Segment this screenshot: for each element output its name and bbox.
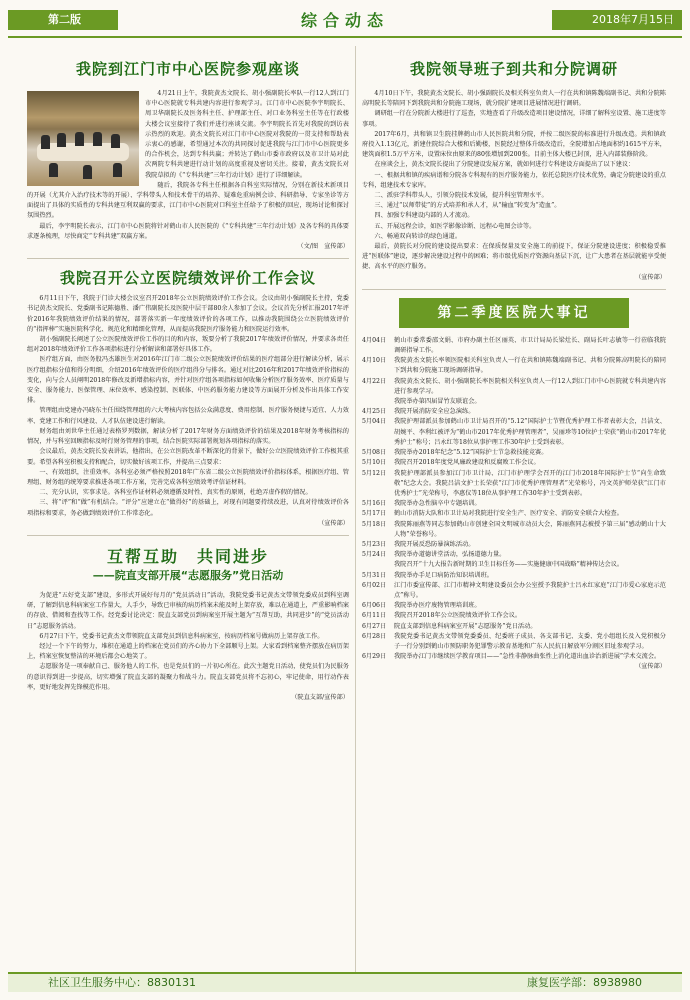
issue-date: 2018年7月15日 (552, 10, 682, 30)
event-date: 6月27日 (362, 622, 387, 630)
event-item (362, 499, 666, 509)
event-date: 5月23日 (362, 540, 387, 548)
event-date: 5月31日 (362, 571, 387, 579)
event-item (362, 397, 666, 407)
event-date: 5月12日 (362, 469, 387, 477)
event-date: 6月11日 (362, 612, 387, 620)
paragraph: 六、畅通双向转诊的绿色通道。 (374, 232, 462, 240)
event-text: 我院开展消防安全应急演练。 (394, 408, 475, 416)
event-text: 我院召开2018年度党风廉政建设和反腐败工作会议。 (394, 459, 540, 467)
paragraph: 经过一个下午的努力，堆积在通道上的档案在党员们的齐心协力下全部顺号上架。大家看到档案整齐摆放在病历架上，档案室恢复整洁的环境后都会心地笑了。 (27, 642, 349, 661)
event-date: 5月08日 (362, 449, 387, 457)
paragraph: 四、加强专科建设内部的人才流动。 (374, 212, 474, 220)
article-jiangmen-visit (27, 58, 349, 252)
article-byline: （宣传部） (635, 663, 666, 671)
event-item (362, 356, 666, 376)
event-date: 6月06日 (362, 602, 387, 610)
paragraph: 医疗组方面，由医务股冯杰雄医生对2016年江门市二级公立医院绩效评价结果的医疗组部分进行解读分析，展示医疗组指标分值和得分明细，介绍2016年绩效评价的医疗组得分与排名。通过对比2016年和2017年绩效评价指标的变化，向与会人员阐明2018年修改及新增指标内容，并针对医疗组各项指标如何收集分析医疗服务效率、医疗质量与安全、服务能力、医保管理、床位效率、感染控制、医联体、中医药服务能力建设等方面展开分析及作出具体工作安排。 (27, 356, 349, 405)
event-item (362, 336, 666, 356)
paragraph: 6月27日下午，党委书记黄杰文带领院直支部党员到信息科病案室，按病历档案号做病历上架存放工作。 (39, 632, 324, 640)
right-column (362, 46, 666, 974)
paragraph: 一、根据共和镇的疾病谱和分院各专科现有的医疗服务能力，依托总院医疗技术优势，确定分院建设的重点专科，组建技术专家库。 (362, 171, 666, 189)
event-date: 5月17日 (362, 510, 387, 518)
paragraph: 在座谈会上，黄杰文院长提出了分院建设发展方案，就如何进行专科建设方面提出了以下建议： (374, 161, 635, 169)
event-date: 6月28日 (362, 632, 387, 640)
paragraph: 最后，李宇明院长表示，江门市中心医院将针对鹤山市人民医院的《“专科共建”三年行动计划》及各专科的具体要求逐条梳理，尽快商定“专科共建”双赢方案。 (27, 222, 349, 240)
paragraph: 三、将“评”和“做”有机结合。“评分”应建立在“做得好”的基础上，对现有问题要持续改进，认真对待绩效评价各项指标和要求，务必做到绩效评价工作常态化。 (27, 499, 349, 517)
event-item (362, 550, 666, 560)
paragraph: 一、有效组织，注重效率。各科室必须严格按照2018年广东省二级公立医院绩效评价指标体系，根据医疗组、管理组、财务组的统筹要求推进各项工作方案，完善完成各科室绩效考评信证材料。 (27, 468, 349, 486)
events-banner: 第二季度医院大事记 (399, 298, 629, 328)
event-item (362, 469, 666, 500)
footer-phone-right: 康复医学部：8938980 (527, 976, 642, 989)
article-subtitle: ——院直支部开展“志愿服务”党日活动 (92, 568, 284, 582)
event-date: 6月29日 (362, 653, 387, 661)
event-item (362, 509, 666, 519)
event-text: 我院举办江门市继续医学教育项目——“急性非静脉曲张性上消化道出血诊治新进展”学术交流会。 (394, 653, 661, 661)
event-item (362, 458, 666, 468)
event-text: 鹤山市消防大队和市卫计局对我院进行安全生产、医疗安全、消防安全联合大检查。 (394, 510, 623, 518)
event-text: 我院举办手足口病防治知识培训班。 (394, 571, 493, 579)
event-item (362, 560, 666, 570)
page-header (8, 8, 682, 32)
paragraph: 最后，黄院长对分院的建设提出要求：在保质保量及安全施工的前提下，保证分院建设进度；积极稳妥推进“医联体”建设，逐步解决建设过程中的困难；将市级优质医疗资源向基层下沉，让广大患者在基层就能享受便捷、高水平的医疗服务。 (362, 243, 666, 271)
paragraph: 胡小强副院长阐述了公立医院绩效评价工作的目的和内容，叛要分析了我院2017年绩效评价情况，并要求各责任组对2018年绩效评价工作各项指标进行分析解读和部署好具体工作。 (27, 336, 349, 354)
event-date (362, 560, 394, 570)
left-column (27, 46, 349, 974)
paragraph: 2017年6月，共和镇卫生院挂牌鹤山市人民医院共和分院，并按二级医院的标准进行升级改造。共和镇政府投入1.13亿元，新建住院综合大楼和后勤楼，医院经过整体升级改造后，全院增加占地面积约1615平方米，建筑面积1.5万平方米，设置床位由原来的80张增加到200张。目前主体大楼已封顶，进入内部装修阶段。 (362, 130, 666, 159)
event-text: 江门市委宣传部、江门市精神文明建设委员会办公室授予我院护士吕永红家庭“江门市爱心家庭示范点”称号。 (394, 581, 666, 599)
event-date: 5月18日 (362, 520, 387, 528)
event-item (362, 622, 666, 632)
event-date: 4月22日 (362, 377, 387, 385)
paragraph: 志愿服务是一项奉献自己、服务他人的工作，也是党员们的一片初心所在。此次主题党日活动，使党员们为民服务的意识得到进一步提高，切实增强了院直支部的凝聚力和战斗力。院直支部党员将不忘初心，牢记使命，用行动作表率，更好地发挥先锋模范作用。 (27, 663, 349, 691)
event-item (362, 581, 666, 601)
paragraph: 财务组由刘世华主任通过表格罗列数据，解读分析了2017年财务方面绩效评价的结果及2018年财务考核指标的情况，并与科室回顾指标及时行财务管理的事项，结合医院实际部署规划各项指标的落实。 (27, 427, 349, 446)
event-item (362, 601, 666, 611)
event-item (362, 611, 666, 621)
paragraph: 管理组由党建办冯晓东主任围绕管理组的六大考核内容包括公众满意度、费用控制、医疗服务便捷与适宜、人力效率、党建工作和行风建设、人才队伍建设进行解读。 (27, 407, 349, 425)
event-item (362, 407, 666, 417)
article-byline: （宣传部） (318, 519, 349, 527)
meeting-photo (27, 91, 139, 186)
event-item (362, 417, 666, 448)
paragraph: 6月11日下午，我院于门诊大楼会议室召开2018年公立医院绩效评价工作会议。会议由胡小强副院长主持，党委书记黄杰文院长、党委副书记陈德胜、潘广伟副院长及医院中层干部80余人参加了会议。会议首先分析汇报2017年评价2016年我院绩效评价结果的情况，部署落实新一年度绩效评价的各项工作，以推动我院围绕公立医院绩效评价的“指挥棒”实施医院科学化、规范化和精细化管理，从而提高我院医疗服务能力和医院运行效率。 (27, 295, 349, 333)
event-text: 我院举办道德讲堂活动，弘扬道德力量。 (394, 551, 506, 559)
event-date: 4月25日 (362, 408, 387, 416)
page-footer (8, 972, 682, 992)
event-date: 5月10日 (362, 459, 387, 467)
article-byline: （宣传部） (635, 273, 666, 281)
event-text: 院直支部到信息科病案室开展“志愿服务”党日活动。 (394, 622, 537, 630)
event-date: 5月16日 (362, 500, 387, 508)
event-date (362, 397, 394, 407)
paragraph: 二、派驻学科带头人，引领分院技术发展，提升科室管理水平。 (374, 192, 548, 200)
paragraph: 为促进“五好党支部”建设，多形式开展好每月的“党员活动日”活动，我院党委书记黄杰文带领党委成员到科室调研，了解到信息科病案室工作量大，人手少，导致已审核的病历档案未能及时上架存放，难以在通道上，严重影响档案的存放、借阅和查找等工作。经党委讨论决定：院直支部党员到病案室开展主题为“互帮互助，共同进步”的“党员活动日”志愿服务活动。 (27, 591, 349, 630)
event-text: 我院护理部派员参加江门市卫计局、江门市护理学会召开的江门市2018年国际护士节“向生命致敬”纪念大会。我院吕洁文护士长荣获“江门市优秀护理管理者”光荣称号，冯文英护师荣获“江门市优秀护士”光荣称号，李惠仪等18位从事护理工作30年护士受到表彰。 (394, 469, 666, 497)
event-text: 我院党委书记黄杰文带领党委委员、纪委班子成员、各支部书记、支委、党小组组长及入党积极分子一行分别到鹤山市预防职务犯罪警示教育基地和广东人民抗日解放军分割区旧址参观学习。 (394, 632, 666, 650)
divider (27, 535, 349, 536)
event-item (362, 520, 666, 540)
event-date: 5月24日 (362, 551, 387, 559)
section-title: 综合动态 (300, 11, 389, 30)
event-text: 我院举办第四届冒竹友联谊会。 (394, 398, 481, 406)
paragraph: 调研组一行在分院新大楼进行了巡查，实地查看了升级改造项目建设情况，详细了解科室设置、施工进度等事项。 (362, 110, 666, 128)
event-text: 我院陈丽燕等同志参加鹤山市创建全国文明城市动员大会，陈丽燕同志被授予第三届“感动鹤山十大人物”荣誉称号。 (394, 520, 666, 538)
event-item (362, 571, 666, 581)
event-item (362, 652, 666, 662)
event-text: 我院召开“十九大报告新时期的卫生目标任务——实施健康中国战略”精神传达会议。 (394, 561, 624, 569)
article-title: 互帮互助 共同进步 (106, 546, 269, 566)
event-date: 6月02日 (362, 581, 387, 589)
paragraph: 4月10日下午，我院黄杰文院长、胡小强副院长及相关科室负责人一行在共和镇陈魏端副书记、共和分院陈高明院长等陪同下到我院共和分院施工现场，就分院扩建项目进展情况进行调研。 (362, 90, 666, 108)
event-date: 4月10日 (362, 357, 387, 365)
footer-phone-left: 社区卫生服务中心：8830131 (48, 976, 196, 989)
paragraph: 三、通过“以师带徒”的方式培养和承人才，从“输血”转变为“造血”。 (374, 202, 561, 210)
article-gonghe-branch (362, 58, 666, 283)
event-text: 我院黄杰文院长率领医院相关科室负责人一行在共和镇陈魏端副书记、共和分院陈高明院长的陪同下到共和分院施工现场调研指导。 (394, 357, 666, 375)
paragraph: 五、开展远程会诊，如医学影像诊断、远程心电图会诊等。 (374, 222, 536, 230)
event-date: 5月04日 (362, 418, 387, 426)
event-date: 4月04日 (362, 336, 387, 344)
event-text: 我院黄杰文院长、胡小强副院长率医院相关科室负责人一行12人到江门市中心医院就专科共建内容进行参观学习。 (394, 377, 666, 395)
paragraph: 二、充分认识，实事求是。各科室作证材料必须遵循及时性、真实性的原则，杜绝弄虚作假的情况。 (39, 489, 312, 497)
event-text: 我院召开2018年公立医院绩效评价工作会议。 (394, 612, 522, 620)
divider (362, 289, 666, 290)
article-byline: （文/图 宣传部） (297, 243, 349, 251)
event-item (362, 540, 666, 550)
event-text: 我院开展反恐防暴演练活动。 (394, 540, 475, 548)
event-item (362, 448, 666, 458)
article-title: 我院召开公立医院绩效评价工作会议 (59, 269, 316, 288)
edition-tab: 第二版 (8, 10, 118, 30)
paragraph: 4月21日上午，我院黄杰文院长、胡小强副院长率队一行12人到江门市中心医院就专科共建内容进行参观学习。江门市中心医院李宇明院长、周卫华副院长及医务科主任、护理部主任、对口业务科室主任等在行政楼大楼会议室接待了我们并进行座谈交流。李宇明院长首先对我院的到访表示热烈的欢迎。黄杰文院长对江门市中心医院对我院的一贯支持和帮助表示衷心的感谢，希望通过本次的共同探讨促进我院与江门市中心医院更多的合作机会，达到专科共赢；并转达了鹤山市委市政府以及市卫计局对此次两院专科共建进行动计划的高度重视及密切关注。接着，黄杰文院长对我院草拟的《“专科共建”三年行动计划》进行了详细解读。 (145, 90, 349, 179)
event-item (362, 377, 666, 397)
column-divider (355, 46, 356, 974)
event-text: 我院护理部派员参加鹤山市卫计局召开的“5.12”国际护士节暨优秀护理工作者表彰大会，吕洁文、胡婉平、李利红被评为“鹤山市2017年优秀护理管理者”，吴丽珍等10位护士荣获“鹤山市2017年优秀护士”称号；吕永红等18位从事护理工作30年护士受到表彰。 (394, 418, 666, 446)
article-volunteer-service (27, 544, 349, 703)
event-text: 我院举办医疗废物管理培训班。 (394, 602, 481, 610)
event-list (362, 336, 666, 663)
quarterly-events (362, 298, 666, 673)
event-text: 我院举办急性脑卒中专题培训。 (394, 500, 481, 508)
article-title: 我院到江门市中心医院参观座谈 (75, 60, 300, 78)
article-performance-meeting (27, 267, 349, 529)
divider (27, 258, 349, 259)
paragraph: 会议最后，黄杰文院长发表讲话，他指出，在公立医院改革不断深化的背景下，做好公立医院绩效评价工作极其重要。希望各科室积极支持和配合，切实做好该项工作，并提出三点要求： (27, 448, 349, 466)
header-rule (8, 36, 682, 38)
paragraph: 随后，我院各专科主任根据各自科室实际情况，分别在新技术新项目的开展（尤其介入治疗技术等的开展）、学科带头人和技术骨干的培养、疑难危重病例会诊、科研指导、专家坐诊等方面提出了具体的实质性的专科共建互利双赢的要求，江门市中心医院对口科室主任给予了积极的回应，现场讨论和探讨氛围热烈。 (27, 181, 349, 220)
event-text: 鹤山市委常委邵文娟、市府办副主任区丽英、市卫计局局长梁灶长、副局长叶志敏等一行莅临我院调研指导工作。 (394, 336, 666, 355)
article-title: 我院领导班子到共和分院调研 (409, 60, 618, 78)
event-text: 我院举办2018年纪念“5.12”国际护士节急救技能竞赛。 (394, 449, 548, 457)
event-item (362, 632, 666, 652)
article-byline: （院直支部/宣传部） (291, 693, 349, 701)
